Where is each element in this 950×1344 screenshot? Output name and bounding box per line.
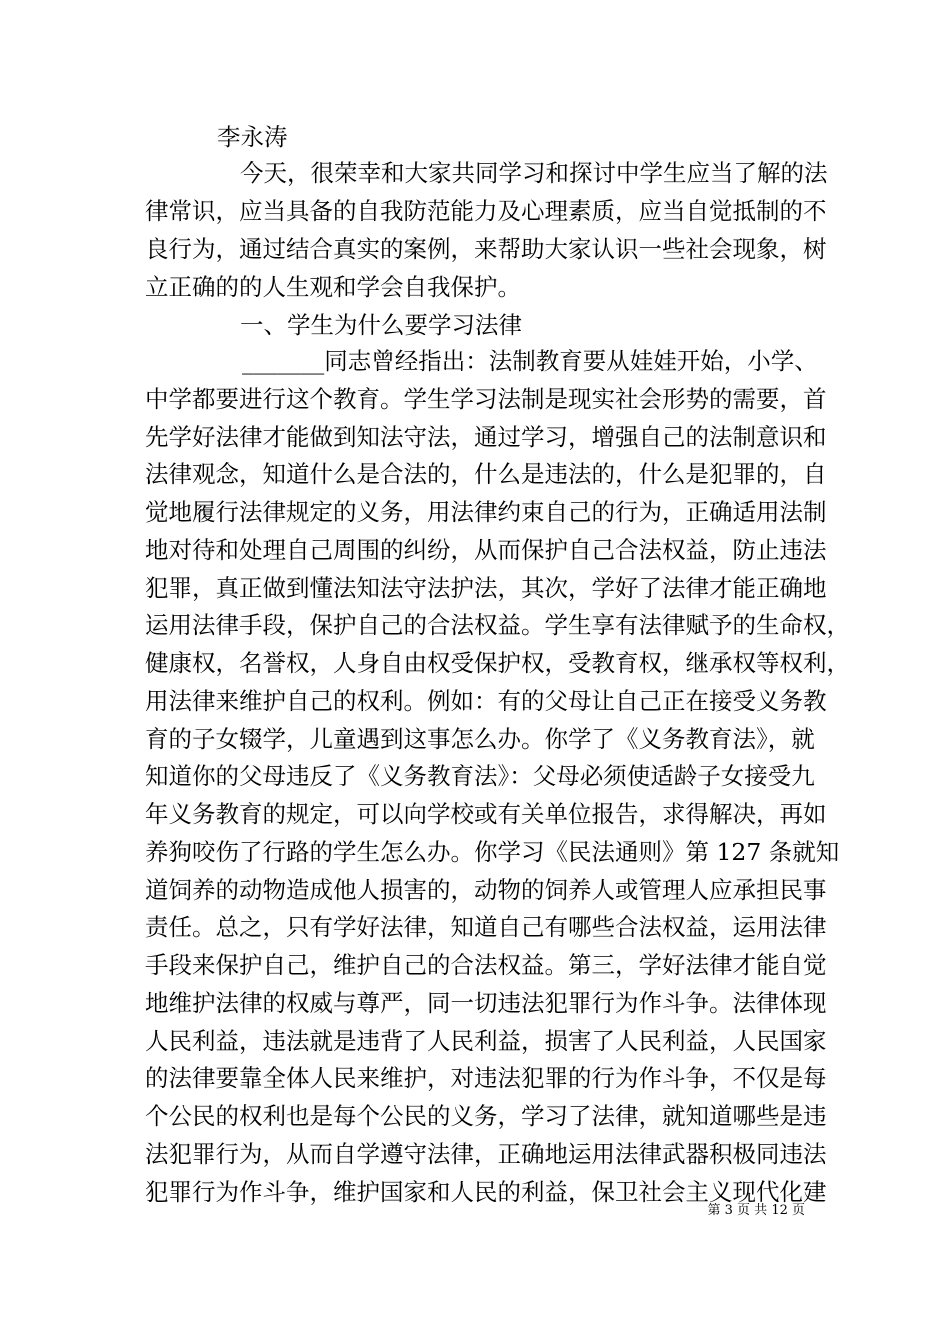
author-name: 李永涛: [217, 123, 288, 151]
body-line-3: 先学好法律才能做到知法守法，通过学习，增强自己的法制意识和: [145, 423, 827, 451]
body-line-11: 育的子女辍学，儿童遇到这事怎么办。你学了《义务教育法》，就: [145, 725, 815, 753]
body-line-14: 养狗咬伤了行路的学生怎么办。你学习《民法通则》第 127 条就知: [145, 838, 840, 866]
body-line-23: 犯罪行为作斗争，维护国家和人民的利益，保卫社会主义现代化建: [145, 1178, 827, 1206]
body-line-13: 年义务教育的规定，可以向学校或有关单位报告，求得解决，再如: [145, 800, 827, 828]
body-line-18: 地维护法律的权威与尊严，同一切违法犯罪行为作斗争。法律体现: [145, 989, 827, 1017]
section-heading: 一、学生为什么要学习法律: [240, 311, 522, 339]
body-line-19: 人民利益，违法就是违背了人民利益，损害了人民利益，人民国家: [145, 1027, 827, 1055]
body-line-16: 责任。总之，只有学好法律，知道自己有哪些合法权益，运用法律: [145, 913, 827, 941]
intro-line-2: 律常识，应当具备的自我防范能力及心理素质，应当自觉抵制的不: [145, 197, 827, 225]
body-line-15: 道饲养的动物造成他人损害的，动物的饲养人或管理人应承担民事: [145, 876, 827, 904]
body-line-12: 知道你的父母违反了《义务教育法》：父母必须使适龄子女接受九: [145, 762, 815, 790]
body-line-10: 用法律来维护自己的权利。例如：有的父母让自己正在接受义务教: [145, 687, 827, 715]
body-line-20: 的法律要靠全体人民来维护，对违法犯罪的行为作斗争，不仅是每: [145, 1064, 827, 1092]
intro-line-3: 良行为，通过结合真实的案例，来帮助大家认识一些社会现象，树: [145, 235, 827, 263]
body-line-4: 法律观念，知道什么是合法的，什么是违法的，什么是犯罪的，自: [145, 460, 827, 488]
body-line-6: 地对待和处理自己周围的纠纷，从而保护自己合法权益，防止违法: [145, 536, 827, 564]
body-line-17: 手段来保护自己，维护自己的合法权益。第三，学好法律才能自觉: [145, 951, 827, 979]
body-line-1: _______同志曾经指出：法制教育要从娃娃开始，小学、: [242, 347, 818, 375]
intro-line-4: 立正确的的人生观和学会自我保护。: [145, 273, 521, 301]
body-line-8: 运用法律手段，保护自己的合法权益。学生享有法律赋予的生命权，: [145, 611, 850, 639]
body-line-7: 犯罪，真正做到懂法知法守法护法，其次，学好了法律才能正确地: [145, 574, 827, 602]
page-footer: 第 3 页 共 12 页: [707, 1203, 805, 1218]
body-line-9: 健康权，名誉权，人身自由权受保护权，受教育权，继承权等权利，: [145, 649, 850, 677]
body-line-2: 中学都要进行这个教育。学生学习法制是现实社会形势的需要，首: [145, 385, 827, 413]
intro-line-1: 今天，很荣幸和大家共同学习和探讨中学生应当了解的法: [240, 159, 828, 187]
body-line-5: 觉地履行法律规定的义务，用法律约束自己的行为，正确适用法制: [145, 498, 827, 526]
body-line-21: 个公民的权利也是每个公民的义务，学习了法律，就知道哪些是违: [145, 1102, 827, 1130]
body-line-22: 法犯罪行为，从而自学遵守法律，正确地运用法律武器积极同违法: [145, 1140, 827, 1168]
